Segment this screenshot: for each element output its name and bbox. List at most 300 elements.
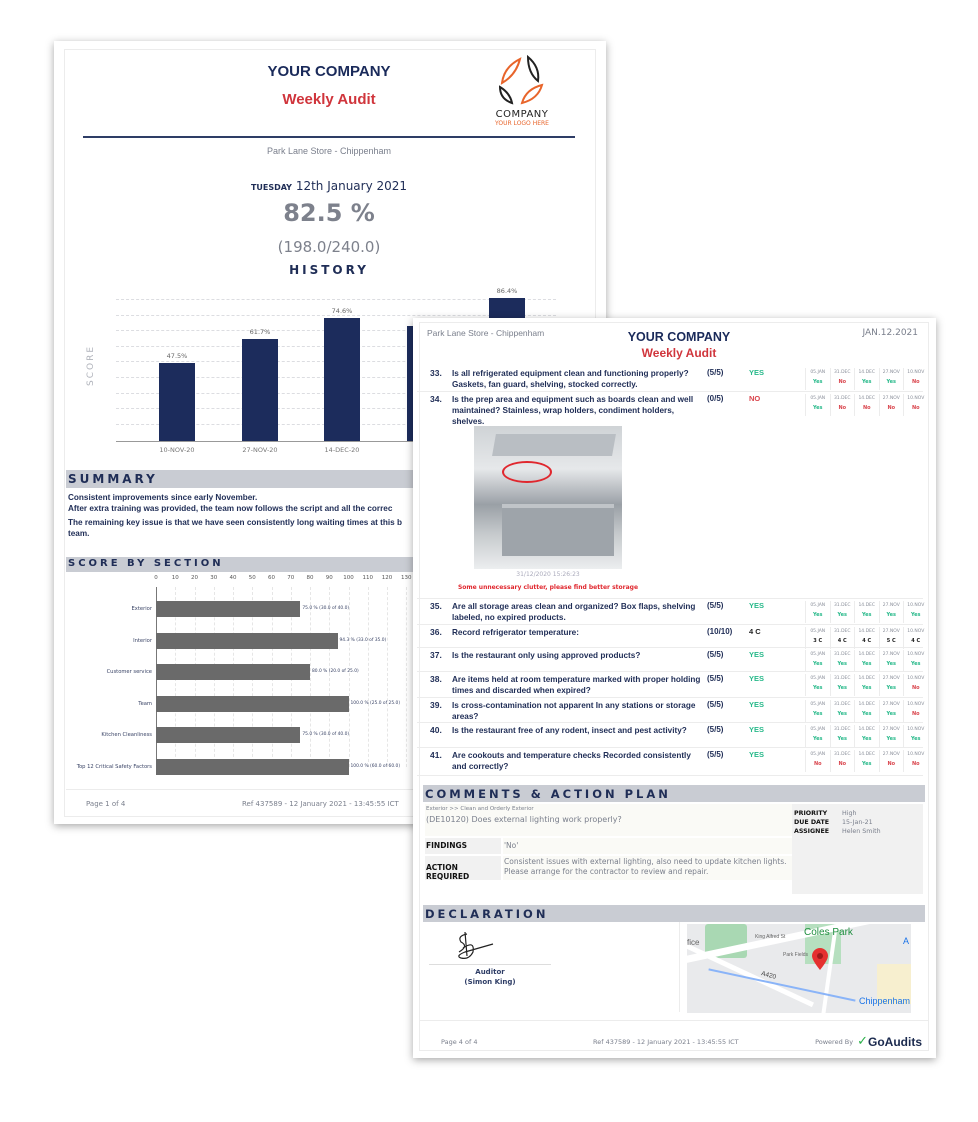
question-score: (5/5) [707, 674, 724, 683]
history-date: 10.NOV [907, 603, 925, 608]
history-value: No [838, 379, 847, 385]
question-number: 41. [430, 750, 442, 760]
section-value-label: 94.3 % (33.0 of 35.0) [339, 637, 387, 643]
history-date: 31.DEC [833, 603, 851, 608]
history-value: No [911, 405, 920, 411]
question-score: (5/5) [707, 750, 724, 759]
question-number: 37. [430, 650, 442, 660]
question-history [805, 750, 928, 772]
history-value: 3 C [813, 638, 823, 644]
history-value: 4 C [911, 638, 921, 644]
footer-divider [419, 1020, 929, 1021]
history-cell [903, 394, 928, 416]
history-value: 5 C [886, 638, 896, 644]
history-date: 27.NOV [882, 629, 900, 634]
page-number: Page 1 of 4 [86, 800, 126, 808]
photo-caption: Some unnecessary clutter, please find better storage [457, 584, 639, 591]
history-value: Yes [861, 761, 872, 767]
history-date: 27.NOV [882, 370, 900, 375]
history-value: Yes [910, 661, 921, 667]
history-date: 31.DEC [833, 676, 851, 681]
question-answer: 4 C [749, 627, 761, 636]
history-value: Yes [886, 612, 897, 618]
section-bar[interactable] [156, 601, 300, 617]
assignee-label: ASSIGNEE [794, 828, 830, 835]
question-answer: YES [749, 700, 765, 709]
question-text: Are items held at room temperature marked with proper holding times and discarded when expired? [452, 675, 701, 695]
history-cell [805, 627, 830, 649]
findings-value: 'No' [503, 838, 793, 854]
history-date: 27.NOV [882, 396, 900, 401]
overall-score: 82.5 % [283, 199, 375, 227]
history-date: 05.JAN [810, 396, 826, 401]
annotation-circle [502, 461, 552, 483]
report-title: Weekly Audit [282, 91, 376, 108]
history-value: Yes [812, 661, 823, 667]
header-divider [83, 136, 575, 138]
question-answer: YES [749, 725, 765, 734]
section-value-label: 100.0 % (25.0 of 25.0) [350, 700, 401, 706]
history-cell [903, 674, 928, 696]
section-value-label: 80.0 % (20.0 of 25.0) [312, 669, 359, 674]
action-meta [792, 804, 923, 894]
question-text: Record refrigerator temperature: [452, 628, 579, 637]
question-number: 34. [430, 394, 442, 404]
bar-value-label: 74.6% [331, 306, 353, 315]
history-value: No [887, 405, 896, 411]
history-value: Yes [861, 661, 872, 667]
history-value: Yes [910, 736, 921, 742]
question-answer: YES [749, 750, 765, 759]
history-cell [830, 674, 855, 696]
history-date: 05.JAN [810, 702, 826, 707]
history-cell [879, 627, 904, 649]
question-history [805, 700, 928, 722]
signature-line [429, 964, 551, 965]
company-title: YOUR COMPANY [627, 330, 731, 344]
history-date: 05.JAN [810, 676, 826, 681]
map-river [708, 968, 855, 1001]
history-date: 27.NOV [882, 727, 900, 732]
history-date: 31.DEC [833, 652, 851, 657]
history-value: Yes [861, 685, 872, 691]
question-history [805, 650, 928, 672]
priority-label: PRIORITY [794, 810, 828, 817]
x-tick-label: 30 [210, 575, 218, 581]
question-row [417, 672, 923, 698]
report-reference: Ref 437589 - 12 January 2021 - 13:45:55 ICT [242, 800, 399, 808]
history-date: 14.DEC [858, 727, 876, 732]
x-tick-label: 50 [248, 575, 256, 581]
map-label-edge: A [903, 936, 910, 946]
due-date-value: 15-Jan-21 [842, 819, 873, 826]
history-date: 10.NOV [907, 370, 925, 375]
history-title: HISTORY [289, 263, 369, 277]
location: Park Lane Store - Chippenham [266, 146, 392, 156]
bar-value-label: 61.7% [249, 328, 271, 337]
history-date: 31.DEC [833, 752, 851, 757]
history-value: Yes [837, 612, 848, 618]
question-answer: YES [749, 650, 765, 659]
history-cell [830, 700, 855, 722]
history-date: 14.DEC [858, 752, 876, 757]
section-value-label: 75.0 % (30.0 of 40.0) [302, 732, 350, 737]
question-row [417, 625, 923, 648]
history-value: Yes [910, 612, 921, 618]
history-cell [854, 700, 879, 722]
declaration-header: DECLARATION [423, 905, 925, 922]
gridline [387, 587, 388, 767]
map-label-town: Chippenham [859, 996, 911, 1006]
history-cell [854, 750, 879, 772]
question-score: (5/5) [707, 650, 724, 659]
question-row [417, 366, 923, 392]
history-date: 27.NOV [882, 676, 900, 681]
question-number: 38. [430, 674, 442, 684]
location-map[interactable] [687, 924, 911, 1013]
history-cell [879, 725, 904, 747]
question-history [805, 627, 928, 649]
summary-header: SUMMARY [66, 470, 594, 488]
section-label: Team [138, 700, 152, 707]
section-label: Interior [133, 637, 152, 644]
question-answer: YES [749, 368, 765, 377]
comment-breadcrumb: Exterior >> Clean and Orderly Exterior [426, 806, 534, 812]
history-value: Yes [837, 661, 848, 667]
question-text: Is the prep area and equipment such as boards clean and well maintained? Stainless, wrap holders, condiment holders, shelves. [452, 395, 694, 426]
map-label-park-fields: Park Fields [783, 952, 809, 958]
question-number: 39. [430, 700, 442, 710]
section-bar[interactable] [156, 664, 310, 680]
history-value: Yes [837, 711, 848, 717]
history-cell [903, 750, 928, 772]
section-value-label: 100.0 % (60.0 of 60.0) [350, 763, 401, 769]
history-cell [903, 368, 928, 390]
history-date: 10.NOV [907, 629, 925, 634]
history-value: No [838, 761, 847, 767]
section-label: Top 12 Critical Safety Factors [76, 763, 152, 770]
question-number: 36. [430, 627, 442, 637]
auditor-role: Auditor [475, 968, 505, 976]
history-value: No [813, 761, 822, 767]
history-value: Yes [861, 736, 872, 742]
powered-by-label: Powered By [815, 1037, 854, 1046]
section-bar[interactable] [156, 759, 349, 775]
assignee-value: Helen Smith [842, 828, 881, 835]
history-date: 05.JAN [810, 752, 826, 757]
history-date: 14.DEC [858, 702, 876, 707]
section-label: Customer service [106, 669, 152, 675]
report-reference: Ref 437589 - 12 January 2021 - 13:45:55 ICT [593, 1038, 739, 1046]
history-cell [903, 627, 928, 649]
company-title: YOUR COMPANY [267, 63, 391, 80]
due-date-label: DUE DATE [794, 819, 830, 826]
history-value: No [887, 761, 896, 767]
history-cell [854, 674, 879, 696]
history-cell [805, 750, 830, 772]
x-tick-label: 90 [325, 575, 333, 581]
history-date: 14.DEC [858, 629, 876, 634]
action-required-value: Consistent issues with external lighting, also need to update kitchen lights. Please arrange for the contractor to review and repair. [503, 856, 793, 880]
history-bar[interactable] [159, 363, 195, 441]
history-value: Yes [861, 379, 872, 385]
history-value: Yes [886, 685, 897, 691]
question-history [805, 725, 928, 747]
extractor-hood [492, 434, 616, 456]
x-tick-label: 70 [287, 575, 295, 581]
gridline [310, 587, 311, 767]
question-answer: YES [749, 601, 765, 610]
declaration-divider [679, 922, 680, 1012]
history-cell [805, 601, 830, 623]
history-date: 27.NOV [882, 752, 900, 757]
history-date: 31.DEC [833, 702, 851, 707]
x-tick-label: 10-NOV-20 [159, 446, 195, 454]
history-date: 27.NOV [882, 652, 900, 657]
history-cell [805, 700, 830, 722]
report-date: JAN.12.2021 [862, 328, 918, 338]
history-date: 10.NOV [907, 652, 925, 657]
history-cell [879, 750, 904, 772]
history-date: 14.DEC [858, 396, 876, 401]
history-cell [830, 368, 855, 390]
map-label-street: King Alfred St [755, 934, 786, 940]
history-value: Yes [812, 736, 823, 742]
x-tick-label: 40 [229, 575, 237, 581]
score-fraction: (198.0/240.0) [277, 238, 381, 256]
question-score: (5/5) [707, 725, 724, 734]
history-value: No [911, 761, 920, 767]
x-tick-label: 27-NOV-20 [242, 446, 278, 454]
logo-mark-icon [482, 53, 562, 105]
question-history [805, 601, 928, 623]
section-bar[interactable] [156, 696, 349, 712]
y-axis-label: SCORE [86, 344, 96, 386]
history-date: 14.DEC [858, 603, 876, 608]
question-history [805, 394, 928, 416]
gridline [349, 587, 350, 767]
history-value: Yes [861, 711, 872, 717]
question-row [417, 723, 923, 748]
x-tick-label: 10 [171, 575, 179, 581]
history-cell [903, 700, 928, 722]
logo-name: COMPANY [495, 109, 549, 120]
history-cell [805, 725, 830, 747]
history-value: Yes [886, 736, 897, 742]
question-score: (5/5) [707, 368, 724, 377]
history-cell [903, 650, 928, 672]
history-cell [805, 394, 830, 416]
history-date: 31.DEC [833, 727, 851, 732]
bar-value-label: 47.5% [166, 351, 188, 360]
history-cell [903, 601, 928, 623]
map-label-a420: A420 [760, 970, 777, 981]
history-cell [830, 750, 855, 772]
history-cell [854, 650, 879, 672]
question-number: 35. [430, 601, 442, 611]
question-text: Is the restaurant only using approved products? [452, 651, 641, 660]
question-text: Is the restaurant free of any rodent, insect and pest activity? [452, 726, 687, 735]
history-date: 31.DEC [833, 370, 851, 375]
history-value: 4 C [837, 638, 847, 644]
history-cell [854, 725, 879, 747]
map-label-park: Coles Park [804, 927, 853, 938]
history-value: No [838, 405, 847, 411]
date: 12th January 2021 [295, 179, 408, 193]
history-cell [830, 725, 855, 747]
history-value: Yes [861, 612, 872, 618]
history-value: No [862, 405, 871, 411]
question-text: Is cross-contamination not apparent In any stations or storage areas? [452, 701, 696, 721]
map-label-office: fice [687, 938, 700, 947]
gridline [406, 587, 407, 767]
question-score: (5/5) [707, 700, 724, 709]
summary-line-1: Consistent improvements since early November. [68, 493, 258, 502]
question-row [417, 698, 923, 723]
history-value: No [911, 379, 920, 385]
evidence-photo[interactable] [474, 426, 622, 569]
history-date: 10.NOV [907, 702, 925, 707]
report-page-4 [413, 318, 936, 1058]
history-value: Yes [812, 379, 823, 385]
history-bar[interactable] [242, 339, 278, 441]
history-date: 14.DEC [858, 652, 876, 657]
question-answer: YES [749, 674, 765, 683]
bar-value-label: 86.4% [496, 287, 518, 296]
x-tick-label: 100 [343, 575, 354, 581]
history-value: Yes [886, 661, 897, 667]
cooking-range [502, 504, 614, 556]
history-value: Yes [886, 379, 897, 385]
history-value: Yes [837, 685, 848, 691]
company-logo [482, 53, 562, 128]
x-tick-label: 0 [154, 575, 158, 581]
history-cell [879, 394, 904, 416]
history-value: Yes [812, 711, 823, 717]
history-date: 05.JAN [810, 603, 826, 608]
history-date: 05.JAN [810, 629, 826, 634]
history-date: 10.NOV [907, 727, 925, 732]
history-cell [854, 627, 879, 649]
history-date: 05.JAN [810, 652, 826, 657]
logo-tagline: YOUR LOGO HERE [495, 120, 549, 127]
question-number: 40. [430, 725, 442, 735]
section-label: Exterior [131, 606, 152, 612]
powered-by [815, 1034, 922, 1049]
priority-value: High [842, 810, 857, 817]
history-cell [879, 700, 904, 722]
history-cell [879, 368, 904, 390]
report-title: Weekly Audit [641, 346, 717, 360]
history-cell [830, 601, 855, 623]
history-cell [830, 627, 855, 649]
x-tick-label: 80 [306, 575, 314, 581]
x-tick-label: 60 [268, 575, 275, 581]
x-tick-label: 14-DEC-20 [324, 446, 360, 454]
history-value: Yes [886, 711, 897, 717]
history-date: 10.NOV [907, 752, 925, 757]
score-by-section-header: SCORE BY SECTION [66, 557, 594, 572]
history-cell [805, 650, 830, 672]
question-score: (0/5) [707, 394, 724, 403]
history-cell [879, 674, 904, 696]
history-cell [854, 368, 879, 390]
x-tick-label: 120 [381, 575, 393, 581]
action-required-label: ACTION REQUIRED [425, 856, 501, 880]
history-cell [879, 650, 904, 672]
x-tick-label: 110 [362, 575, 373, 581]
history-cell [854, 601, 879, 623]
history-cell [805, 368, 830, 390]
history-value: No [911, 711, 920, 717]
history-value: Yes [812, 685, 823, 691]
question-score: (10/10) [707, 627, 733, 636]
goaudits-logo: GoAudits [868, 1034, 922, 1049]
section-label: Kitchen Cleanliness [101, 732, 152, 738]
photo-timestamp: 31/12/2020 15:26:23 [516, 571, 580, 578]
question-score: (5/5) [707, 601, 724, 610]
x-tick-label: 20 [191, 575, 198, 581]
checkmark-logo-icon: ✓ [857, 1034, 868, 1049]
auditor-name: (Simon King) [464, 978, 516, 986]
location: Park Lane Store - Chippenham [427, 328, 545, 338]
history-value: Yes [812, 612, 823, 618]
history-date: 05.JAN [810, 727, 826, 732]
signature-icon [453, 930, 497, 964]
comment-question: (DE10120) Does external lighting work properly? [426, 815, 622, 824]
question-text: Are all storage areas clean and organized? Box flaps, shelving labeled, no expired products. [452, 602, 696, 622]
history-date: 14.DEC [858, 676, 876, 681]
question-number: 33. [430, 368, 442, 378]
history-cell [830, 650, 855, 672]
weekday: TUESDAY [250, 183, 292, 192]
history-date: 31.DEC [833, 629, 851, 634]
map-pin-icon[interactable] [812, 948, 828, 970]
question-row [417, 748, 923, 776]
section-bar[interactable] [156, 633, 338, 649]
section-bar[interactable] [156, 727, 300, 743]
summary-line-4: team. [68, 529, 90, 538]
history-cell [805, 674, 830, 696]
question-text: Are cookouts and temperature checks Recorded consistently and correctly? [452, 751, 691, 771]
findings-label: FINDINGS [425, 838, 501, 854]
gridline [329, 587, 330, 767]
question-answer: NO [749, 394, 761, 403]
comments-header: COMMENTS & ACTION PLAN [423, 785, 925, 802]
history-date: 05.JAN [810, 370, 826, 375]
history-value: No [911, 685, 920, 691]
summary-line-3: The remaining key issue is that we have seen consistently long waiting times at this b [68, 518, 402, 527]
history-value: Yes [837, 736, 848, 742]
history-cell [879, 601, 904, 623]
history-date: 10.NOV [907, 676, 925, 681]
history-bar[interactable] [324, 318, 360, 441]
question-row [417, 648, 923, 672]
history-cell [903, 725, 928, 747]
history-cell [830, 394, 855, 416]
page-number: Page 4 of 4 [441, 1038, 478, 1046]
gridline [368, 587, 369, 767]
question-history [805, 368, 928, 390]
history-date: 14.DEC [858, 370, 876, 375]
history-date: 10.NOV [907, 396, 925, 401]
history-date: 27.NOV [882, 603, 900, 608]
section-value-label: 75.0 % (30.0 of 40.0) [302, 606, 350, 611]
history-date: 31.DEC [833, 396, 851, 401]
comment-question-box [425, 804, 793, 836]
question-history [805, 674, 928, 696]
question-text: Is all refrigerated equipment clean and functioning properly? Gaskets, fan guard, shelving, stocked correctly. [452, 369, 689, 389]
